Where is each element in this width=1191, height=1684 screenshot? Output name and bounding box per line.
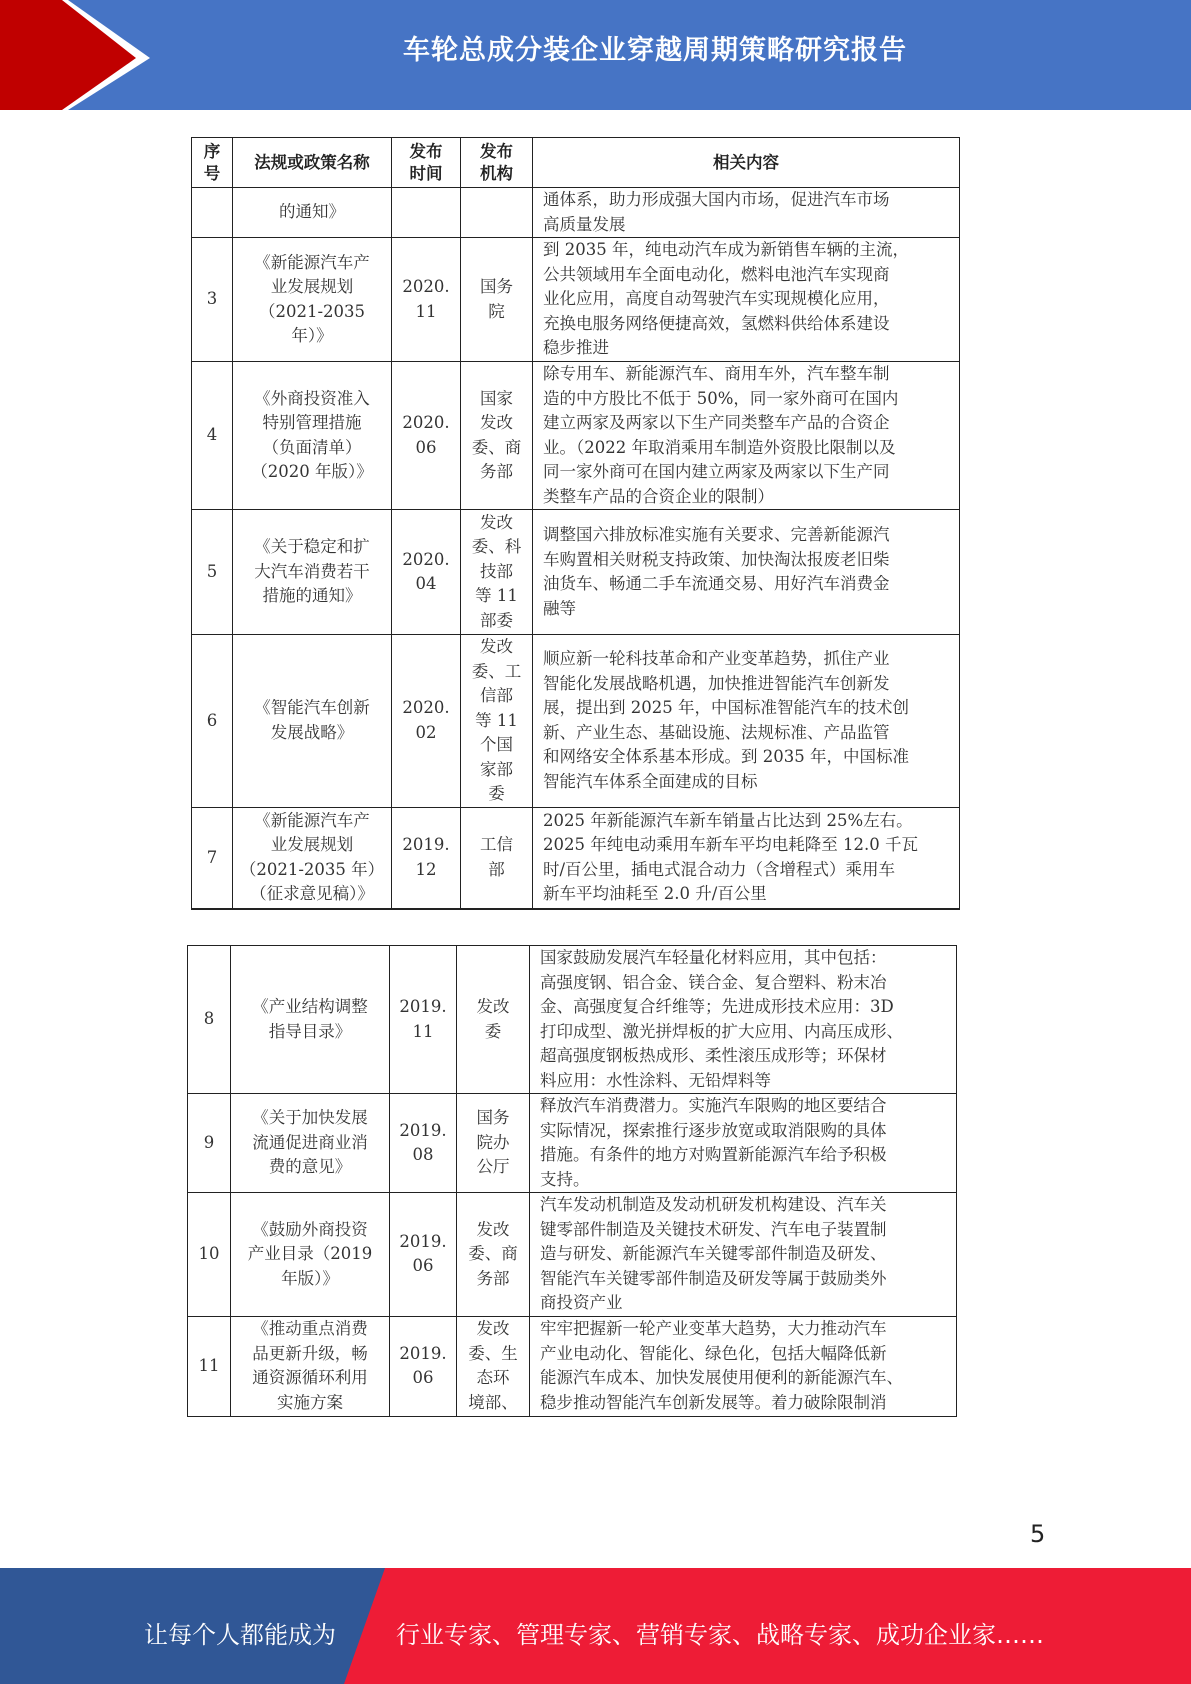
- cell-content: 牢牢把握新一轮产业变革大趋势，大力推动汽车 产业电动化、智能化、绿色化，包括大幅降低新 能源汽车成本、加快发展使用便利的新能源汽车、 稳步推动智能汽车创新发展等。着力破除限制消: [530, 1316, 957, 1416]
- page-number: 5: [1030, 1520, 1046, 1548]
- header-date: 发布 时间: [392, 138, 461, 188]
- cell-date: 2020. 11: [392, 238, 461, 362]
- cell-policy-name: 《外商投资准入 特别管理措施 （负面清单） （2020 年版）》: [233, 362, 392, 510]
- cell-date: 2019. 12: [392, 807, 461, 909]
- cell-org: 工信 部: [461, 807, 533, 909]
- cell-content: 到 2035 年，纯电动汽车成为新销售车辆的主流， 公共领域用车全面电动化，燃料电池汽车实现商 业化应用，高度自动驾驶汽车实现规模化应用， 充换电服务网络便捷高效，氢燃料供给体系建设 稳步推进: [533, 238, 960, 362]
- report-title: 车轮总成分装企业穿越周期策略研究报告: [403, 35, 907, 66]
- cell-policy-name: 《鼓励外商投资 产业目录（2019 年版）》: [231, 1193, 390, 1317]
- header-no: 序 号: [192, 138, 233, 188]
- cell-content: 汽车发动机制造及发动机研发机构建设、汽车关 键零部件制造及关键技术研发、汽车电子装置制 造与研发、新能源汽车关键零部件制造及研发、 智能汽车关键零部件制造及研发等属于鼓励类外 商投资产业: [530, 1193, 957, 1317]
- header-name: 法规或政策名称: [233, 138, 392, 188]
- cell-org: 国务 院: [461, 238, 533, 362]
- cell-content: 除专用车、新能源汽车、商用车外，汽车整车制 造的中方股比不低于 50%，同一家外商可在国内 建立两家及两家以下生产同类整车产品的合资企 业。（2022 年取消乘用车制造外资股比限制以及 同一家外商可在国内建立两家及两家以下生产同 类整车产品的合资企业的限制）: [533, 362, 960, 510]
- cell-policy-name: 《产业结构调整 指导目录》: [231, 946, 390, 1094]
- cell-no: 10: [188, 1193, 231, 1317]
- cell-no: 9: [188, 1094, 231, 1193]
- cell-date: 2019. 11: [390, 946, 457, 1094]
- cell-date: [392, 188, 461, 238]
- cell-content: 国家鼓励发展汽车轻量化材料应用，其中包括： 高强度钢、铝合金、镁合金、复合塑料、粉末冶 金、高强度复合纤维等；先进成形技术应用：3D 打印成型、激光拼焊板的扩大应用、内高压成形、 超高强度钢板热成形、柔性滚压成形等；环保材 料应用：水性涂料、无铅焊料等: [530, 946, 957, 1094]
- cell-org: 发改 委: [457, 946, 530, 1094]
- header-content: 相关内容: [533, 138, 960, 188]
- cell-no: [192, 188, 233, 238]
- cell-policy-name: 《智能汽车创新 发展战略》: [233, 635, 392, 808]
- cell-content: 调整国六排放标准实施有关要求、完善新能源汽 车购置相关财税支持政策、加快淘汰报废老旧柴 油货车、畅通二手车流通交易、用好汽车消费金 融等: [533, 510, 960, 635]
- cell-no: 3: [192, 238, 233, 362]
- cell-date: 2019. 08: [390, 1094, 457, 1193]
- policy-table-part2: [187, 945, 957, 1417]
- cell-org: 发改 委、商 务部: [457, 1193, 530, 1317]
- table-header-row: [192, 138, 960, 188]
- cell-no: 6: [192, 635, 233, 808]
- cell-date: 2020. 02: [392, 635, 461, 808]
- header-org: 发布 机构: [461, 138, 533, 188]
- cell-no: 8: [188, 946, 231, 1094]
- cell-no: 4: [192, 362, 233, 510]
- cell-org: 国务 院办 公厅: [457, 1094, 530, 1193]
- cell-date: 2020. 06: [392, 362, 461, 510]
- policy-table-part1: [191, 137, 960, 910]
- table-row: [188, 1094, 957, 1193]
- table-row: [188, 946, 957, 1094]
- page-footer: [0, 1568, 1191, 1684]
- cell-date: 2019. 06: [390, 1316, 457, 1416]
- cell-content: 通体系，助力形成强大国内市场，促进汽车市场 高质量发展: [533, 188, 960, 238]
- cell-policy-name: 《推动重点消费 品更新升级，畅 通资源循环利用 实施方案: [231, 1316, 390, 1416]
- table-row: [188, 1193, 957, 1317]
- footer-slogan-right: 行业专家、管理专家、营销专家、战略专家、成功企业家……: [396, 1621, 1044, 1649]
- cell-org: 发改 委、科 技部 等 11 部委: [461, 510, 533, 635]
- cell-policy-name: 《关于加快发展 流通促进商业消 费的意见》: [231, 1094, 390, 1193]
- cell-no: 11: [188, 1316, 231, 1416]
- cell-org: 发改 委、工 信部 等 11 个国 家部 委: [461, 635, 533, 808]
- table-row: [192, 362, 960, 510]
- cell-no: 7: [192, 807, 233, 909]
- cell-policy-name: 《关于稳定和扩 大汽车消费若干 措施的通知》: [233, 510, 392, 635]
- cell-date: 2019. 06: [390, 1193, 457, 1317]
- cell-policy-name: 《新能源汽车产 业发展规划 （2021-2035 年） （征求意见稿）》: [233, 807, 392, 909]
- page-header: [0, 0, 1191, 110]
- table-row: [192, 635, 960, 808]
- cell-org: 发改 委、生 态环 境部、: [457, 1316, 530, 1416]
- cell-date: 2020. 04: [392, 510, 461, 635]
- cell-content: 顺应新一轮科技革命和产业变革趋势，抓住产业 智能化发展战略机遇，加快推进智能汽车创新发 展，提出到 2025 年，中国标准智能汽车的技术创 新、产业生态、基础设施、法规标准、产品监管 和网络安全体系基本形成。到 2035 年，中国标准 智能汽车体系全面建成的目标: [533, 635, 960, 808]
- cell-policy-name: 《新能源汽车产 业发展规划 （2021-2035 年）》: [233, 238, 392, 362]
- table-row: [192, 188, 960, 238]
- cell-org: [461, 188, 533, 238]
- cell-content: 释放汽车消费潜力。实施汽车限购的地区要结合 实际情况，探索推行逐步放宽或取消限购的具体 措施。有条件的地方对购置新能源汽车给予积极 支持。: [530, 1094, 957, 1193]
- table-row: [192, 510, 960, 635]
- cell-org: 国家 发改 委、商 务部: [461, 362, 533, 510]
- table-row: [192, 238, 960, 362]
- footer-slogan-left: 让每个人都能成为: [144, 1621, 336, 1649]
- cell-policy-name: 的通知》: [233, 188, 392, 238]
- table-row: [188, 1316, 957, 1416]
- cell-content: 2025 年新能源汽车新车销量占比达到 25%左右。 2025 年纯电动乘用车新车平均电耗降至 12.0 千瓦 时/百公里，插电式混合动力（含增程式）乘用车 新车平均油耗至 2.0 升/百公里: [533, 807, 960, 909]
- cell-no: 5: [192, 510, 233, 635]
- table-row: [192, 807, 960, 909]
